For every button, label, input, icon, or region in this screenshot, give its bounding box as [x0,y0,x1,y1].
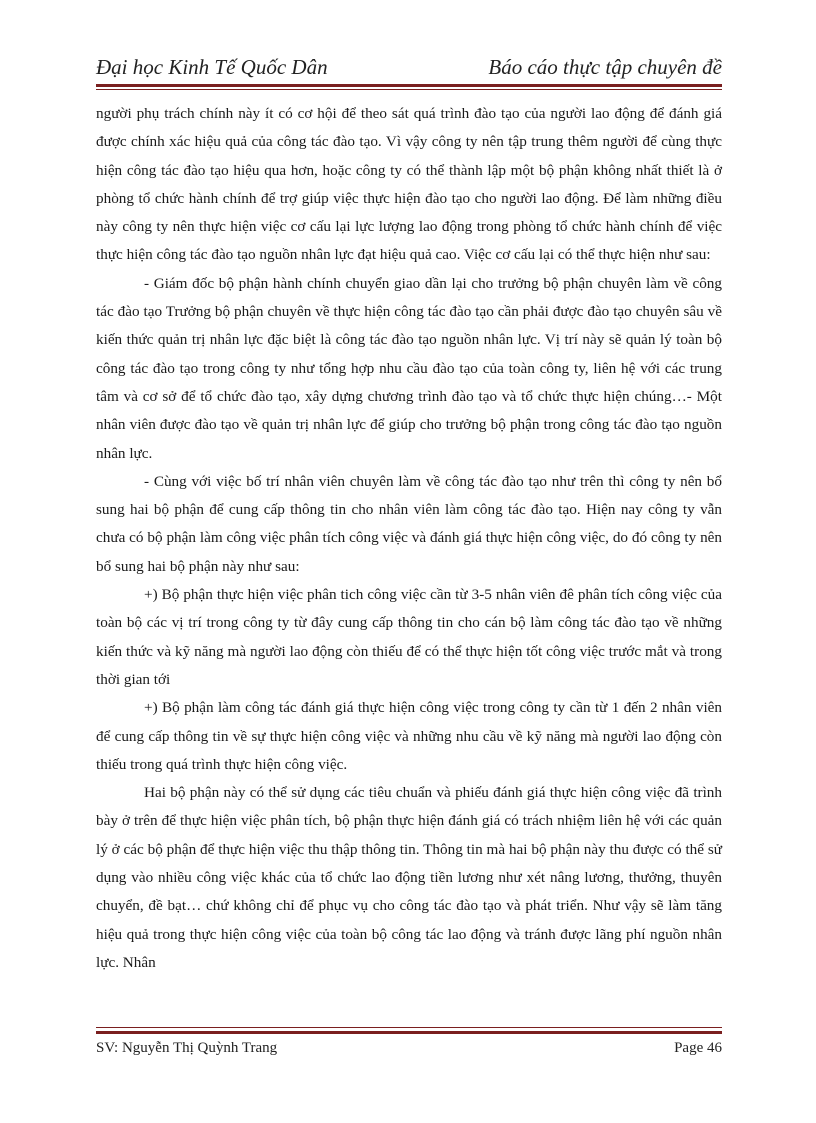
body-text [96,100,722,977]
paragraph: - Cùng với việc bố trí nhân viên chuyên làm về công tác đào tạo như trên thì công ty nên bổ sung hai bộ phận để cung cấp thông tin cho nhân viên làm công tác đào tạo. Hiện nay công ty vẫn chưa có bộ phận làm công việc phân tích công việc và đánh giá thực hiện công việc, do đó công ty nên bổ sung hai bộ phận này như sau: [96,472,722,575]
paragraph: - Giám đốc bộ phận hành chính chuyển giao dần lại cho trưởng bộ phận chuyên làm về công tác đào tạo Trưởng bộ phận chuyên về thực hiện công tác đào tạo cần phải được đào tạo chuyên sâu về kiến thức quản trị nhân lực đặc biệt là công tác đào tạo nguồn nhân lực. Vị trí này sẽ quản lý toàn bộ công tác đào tạo trong công ty như tổng hợp nhu cầu đào tạo của toàn công ty, liên hệ với các trung tâm và cơ sở để tổ chức đào tạo, xây dựng chương trình đào tạo và tổ chức thực hiện chúng…- Một nhân viên được đào tạo về quản trị nhân lực để giúp cho trưởng bộ phận trong công tác đào tạo nguồn nhân lực. [96,274,722,462]
header-university: Đại học Kinh Tế Quốc Dân [96,55,328,79]
paragraph: +) Bộ phận thực hiện việc phân tich công việc cần từ 3-5 nhân viên đê phân tích công việc của toàn bộ các vị trí trong công ty từ đây cung cấp thông tin cho cán bộ làm công tác đào tạo về những kiến thức và kỹ năng mà người lao động còn thiếu để có thể thực hiện tốt công việc trước mắt và trong thời gian tới [96,586,722,688]
paragraph: người phụ trách chính này ít có cơ hội để theo sát quá trình đào tạo của người lao động để đánh giá được chính xác hiệu quả của công tác đào tạo. Vì vậy công ty nên tập trung thêm người để cùng thực hiện công tác đào tạo hiệu qua hơn, hoặc công ty có thể thành lập một bộ phận không nhất thiết là ở phòng tổ chức hành chính để trợ giúp việc thực hiện đào tạo cho người lao động. Để làm những điều này công ty nên thực hiện việc cơ cấu lại lực lượng lao động trong phòng tổ chức hành chính để việc thực hiện công tác đào tạo nguồn nhân lực đạt hiệu quả cao. Việc cơ cấu lại có thể thực hiện như sau: [96,105,722,264]
paragraph: Hai bộ phận này có thể sử dụng các tiêu chuẩn và phiếu đánh giá thực hiện công việc đã trình bày ở trên để thực hiện việc phân tích, bộ phận thực hiện đánh giá có trách nhiệm liên hệ với các quản lý ở các bộ phận để thực hiện việc thu thập thông tin. Thông tin mà hai bộ phận này thu được có thể sử dụng vào nhiều công việc khác của tổ chức lao động tiền lương như xét nâng lương, thưởng, thuyên chuyển, đề bạt… chứ không chỉ để phục vụ cho công tác đào tạo và phát triển. Như vậy sẽ làm tăng hiệu quả trong thực hiện công việc của toàn bộ công tác lao động và tránh được lãng phí nguồn nhân lực. Nhân [96,784,722,971]
footer-rule-thin [96,1027,722,1028]
page-header [96,50,722,80]
footer-rule-thick [96,1031,722,1034]
header-rule-thick [96,84,722,87]
footer-student-name: SV: Nguyễn Thị Quỳnh Trang [96,1040,278,1056]
footer-page-number: Page 46 [674,1040,722,1056]
paragraph: +) Bộ phận làm công tác đánh giá thực hiện công việc trong công ty cần từ 1 đến 2 nhân viên để cung cấp thông tin về sự thực hiện công việc và những nhu cầu về kỹ năng mà người lao động còn thiếu trong quá trình thực hiện công việc. [96,699,722,773]
header-rule-thin [96,89,722,90]
page-footer [96,1040,722,1057]
header-report-title: Báo cáo thực tập chuyên đề [488,55,722,79]
